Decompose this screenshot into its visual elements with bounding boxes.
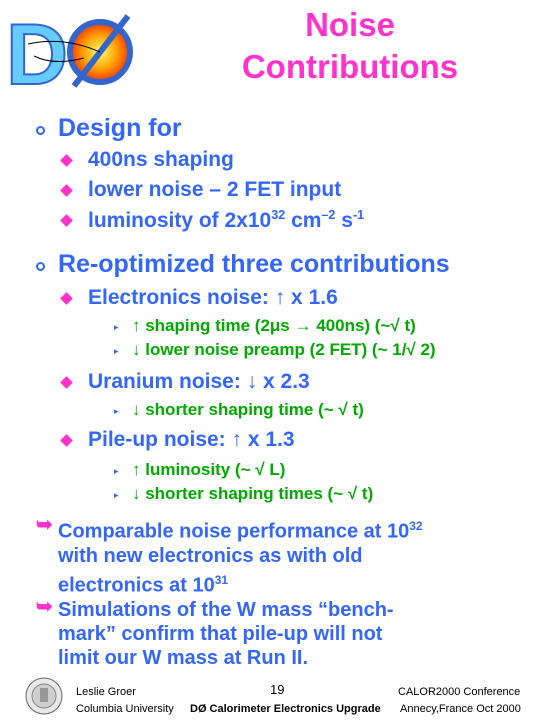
electronics-noise: Electronics noise: ↑ x 1.6	[88, 286, 338, 309]
curved-arrow-icon: ➥	[36, 596, 53, 618]
uranium-item-1: ↓ shorter shaping time (~ √ t)	[132, 400, 364, 419]
columbia-seal	[22, 676, 66, 716]
design-item-2: lower noise – 2 FET input	[88, 178, 342, 201]
uranium-noise: Uranium noise: ↓ x 2.3	[88, 370, 310, 393]
arrow-bullet-icon: ▸	[114, 406, 119, 416]
diamond-bullet-icon	[60, 214, 73, 227]
svg-text:D: D	[6, 7, 69, 98]
footer-conference: CALOR2000 Conference	[398, 686, 521, 698]
electronics-item-2: ↓ lower noise preamp (2 FET) (~ 1/√ 2)	[132, 340, 436, 359]
curved-arrow-icon: ➥	[36, 514, 53, 536]
reopt-heading: Re-optimized three contributions	[58, 250, 450, 278]
slide-title	[190, 4, 510, 88]
pileup-noise: Pile-up noise: ↑ x 1.3	[88, 428, 295, 451]
bullet-icon	[36, 126, 45, 135]
conclusion-1: Comparable noise performance at $10^{32}$ with new electronics as with old electronics at $10^{31}$	[58, 519, 423, 597]
arrow-bullet-icon: ▸	[114, 346, 119, 356]
conclusion-2: Simulations of the W mass “bench- mark” confirm that pile-up will not limit our W mass at Run II.	[58, 599, 394, 669]
footer-center: DØ Calorimeter Electronics Upgrade	[190, 703, 381, 715]
bullet-icon	[36, 262, 45, 271]
arrow-bullet-icon: ▸	[114, 322, 119, 332]
diamond-bullet-icon	[60, 184, 73, 197]
arrow-bullet-icon: ▸	[114, 466, 119, 476]
diamond-bullet-icon	[60, 292, 73, 305]
footer-location: Annecy,France Oct 2000	[400, 703, 521, 715]
footer-affiliation: Columbia University	[76, 703, 174, 715]
title-line2: Contributions	[241, 48, 459, 85]
page-number: 19	[270, 682, 285, 697]
diamond-bullet-icon	[60, 434, 73, 447]
diamond-bullet-icon	[60, 154, 73, 167]
title-line1: Noise	[305, 6, 395, 43]
design-item-3: luminosity of $2x10^{32}$ $cm^{-2}$ $s^{-1}$	[88, 208, 365, 232]
footer-author: Leslie Groer	[76, 686, 136, 698]
pileup-item-1: ↑ luminosity (~ √ L)	[132, 460, 286, 479]
electronics-item-1: ↑ shaping time (2μs → 400ns) (~√ t)	[132, 316, 416, 335]
diamond-bullet-icon	[60, 376, 73, 389]
pileup-item-2: ↓ shorter shaping times (~ √ t)	[132, 484, 374, 503]
arrow-bullet-icon: ▸	[114, 490, 119, 500]
design-item-1: 400ns shaping	[88, 148, 234, 171]
design-heading: Design for	[58, 114, 182, 142]
dzero-logo	[4, 6, 136, 98]
